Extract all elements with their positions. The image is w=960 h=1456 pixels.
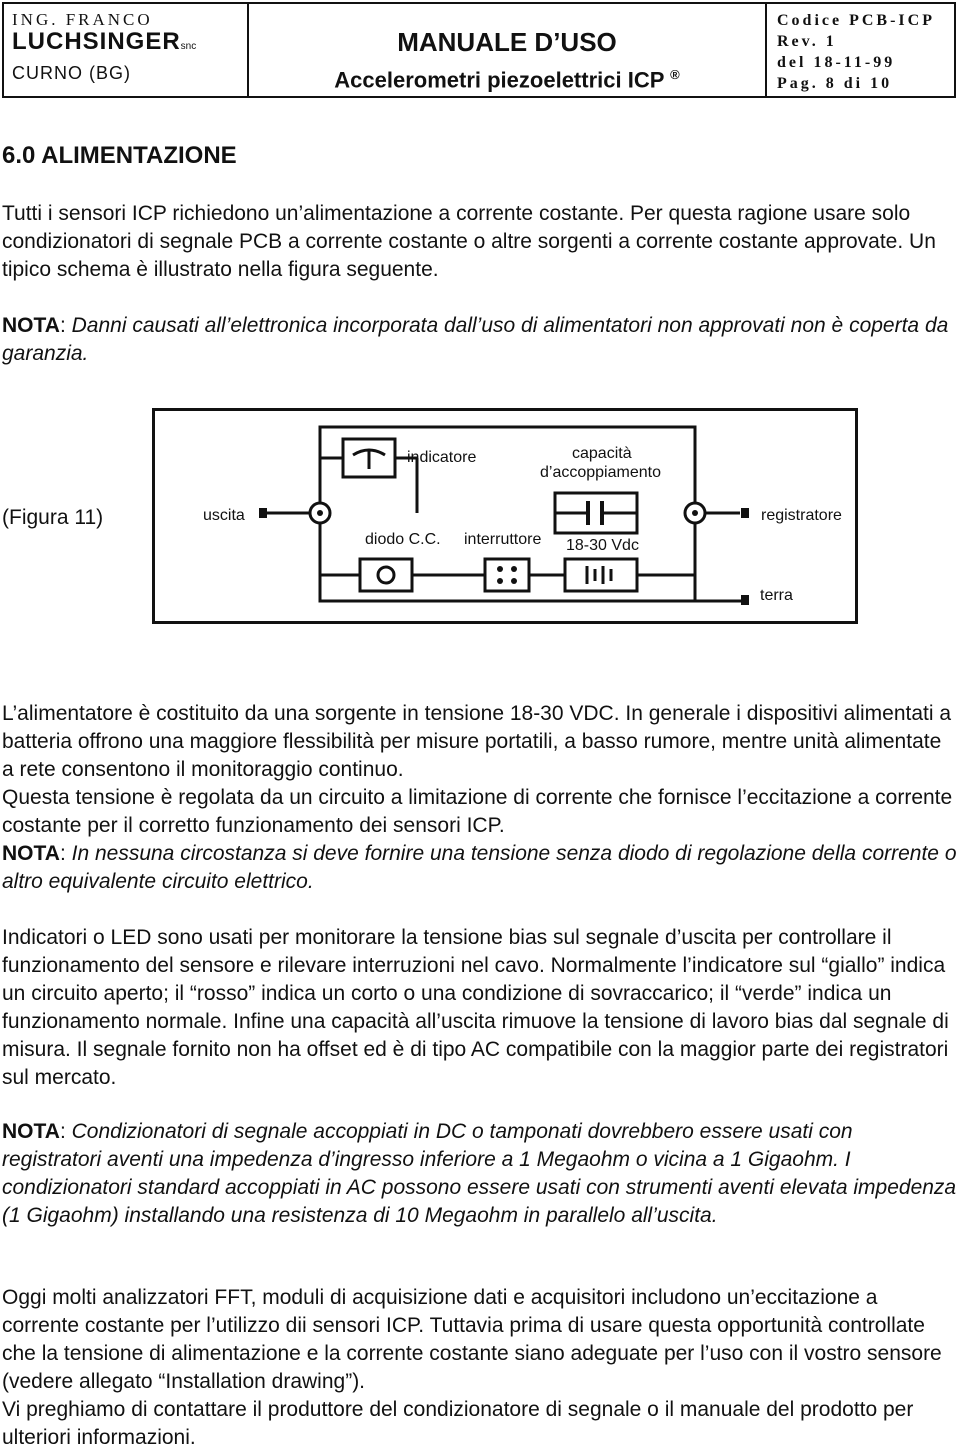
note-text: Danni causati all’elettronica incorporata dall’uso di alimentatori non approvati non è coperta da garanzia. bbox=[2, 314, 949, 365]
document-title: MANUALE D’USO bbox=[397, 27, 617, 57]
company-name: LUCHSINGERsnc bbox=[12, 28, 197, 55]
switch-icon bbox=[497, 566, 517, 584]
label-terra: terra bbox=[760, 587, 793, 604]
figure-caption: (Figura 11) bbox=[2, 506, 104, 529]
ground-terminal-icon bbox=[741, 595, 749, 605]
paragraph-intro: Tutti i sensori ICP richiedono un’alimentazione a corrente costante. Per questa ragione usare solo condizionatori di segnale PCB a corrente costante o altre sorgenti a corrente costante approvate. Un tipico schema è illustrato nella figura seguente. bbox=[2, 202, 936, 281]
label-indicatore: indicatore bbox=[407, 449, 477, 466]
label-diodo: diodo C.C. bbox=[365, 531, 441, 548]
bottom-wire bbox=[320, 513, 695, 601]
company-suffix: snc bbox=[180, 41, 197, 52]
paragraph-power-source: L’alimentatore è costituito da una sorgente in tensione 18-30 VDC. In generale i dispositivi alimentati a batteria offrono una maggiore flessibilità per misure portatili, a basso rumore, mentre unità alimentate a rete consentono il monitoraggio continuo. Questa tensione è regolata da un circuito a limitazione di corrente che fornisce l’eccitazione a corrente costante per il corretto funzionamento dei sensori ICP. NOTA: In nessuna circostanza si deve fornire una tensione senza diodo di regolazione della corrente o altro equivalente circuito elettrico. bbox=[2, 702, 957, 893]
document-subtitle: Accelerometri piezoelettrici ICP ® bbox=[334, 67, 680, 93]
power-supply-diagram bbox=[152, 408, 858, 624]
document-revision: Rev. 1 bbox=[777, 33, 837, 50]
note-text: Condizionatori di segnale accoppiati in DC o tamponati dovrebbero essere usati con registratori aventi una impedenza d’ingresso inferiore a 1 Megaohm o vicina a 1 Gigaohm. I condizionatori standard accoppiati in AC possono essere usati con strumenti aventi elevata impedenza (1 Gigaohm) installando una resistenza di 10 Megaohm in parallelo all’uscita. bbox=[2, 1120, 957, 1227]
paragraph-fft-analyzers: Oggi molti analizzatori FFT, moduli di acquisizione dati e acquisitori includono un’eccitazione a corrente costante per l’utilizzo dii sensori ICP. Tuttavia prima di usare questa opportunità controllate che la tensione di alimentazione e la corrente costante siano adeguate per l’uso con il vostro sensore (vedere allegato “Installation drawing”). Vi preghiamo di contattare il produttore del condizionatore di segnale o il manuale del prodotto per ulteriori informazioni. bbox=[2, 1286, 942, 1449]
registered-mark: ® bbox=[670, 67, 680, 82]
diode-box bbox=[360, 559, 412, 591]
switch-box bbox=[485, 559, 529, 591]
page-number: Pag. 8 di 10 bbox=[777, 75, 893, 92]
company-block bbox=[4, 4, 249, 96]
company-city: CURNO (BG) bbox=[12, 63, 131, 83]
circuit-schematic bbox=[155, 411, 855, 621]
label-interruttore: interruttore bbox=[464, 531, 542, 548]
note-label: NOTA bbox=[2, 1120, 60, 1143]
paragraph-indicators: Indicatori o LED sono usati per monitorare la tensione bias sul segnale d’uscita per controllare il funzionamento del sensore e rilevare interruzioni nel cavo. Normalmente l’indicatore sul “giallo” indica un circuito aperto; il “rosso” indica un corto o una condizione di sovraccarico; il “verde” indica un funzionamento normale. Infine una capacità all’uscita rimuove la tensione di lavoro bias dal segnale di misura. Il segnale fornito non ha offset ed è di tipo AC compatibile con la maggior parte dei registratori sul mercato. bbox=[2, 926, 949, 1089]
document-header bbox=[2, 2, 956, 98]
label-accoppiamento: d’accoppiamento bbox=[540, 464, 661, 481]
label-uscita: uscita bbox=[203, 507, 245, 524]
battery-icon bbox=[587, 566, 611, 584]
diode-icon bbox=[378, 567, 394, 583]
recorder-terminal-icon bbox=[741, 508, 749, 518]
company-line1: ING. FRANCO bbox=[12, 10, 153, 29]
label-voltage: 18-30 Vdc bbox=[566, 537, 639, 554]
note-coupling: NOTA: Condizionatori di segnale accoppiati in DC o tamponati dovrebbero essere usati con registratori aventi una impedenza d’ingresso inferiore a 1 Megaohm o vicina a 1 Gigaohm. I condizionatori standard accoppiati in AC possono essere usati con strumenti aventi elevata impedenza (1 Gigaohm) installando una resistenza di 10 Megaohm in parallelo all’uscita. bbox=[2, 1120, 957, 1227]
document-code: Codice PCB-ICP bbox=[777, 12, 935, 29]
note-label: NOTA bbox=[2, 842, 60, 865]
label-capacita: capacità bbox=[572, 445, 632, 462]
document-date: del 18-11-99 bbox=[777, 54, 896, 71]
section-title: 6.0 ALIMENTAZIONE bbox=[2, 142, 237, 169]
note-label: NOTA bbox=[2, 314, 60, 337]
output-terminal-icon bbox=[259, 508, 267, 518]
battery-box bbox=[565, 559, 637, 591]
note-text: In nessuna circostanza si deve fornire una tensione senza diodo di regolazione della corrente o altro equivalente circuito elettrico. bbox=[2, 842, 957, 893]
document-meta bbox=[767, 4, 954, 96]
note-warranty: NOTA: Danni causati all’elettronica incorporata dall’uso di alimentatori non approvati non è coperta da garanzia. bbox=[2, 314, 949, 365]
label-registratore: registratore bbox=[761, 507, 842, 524]
title-block bbox=[249, 4, 767, 96]
